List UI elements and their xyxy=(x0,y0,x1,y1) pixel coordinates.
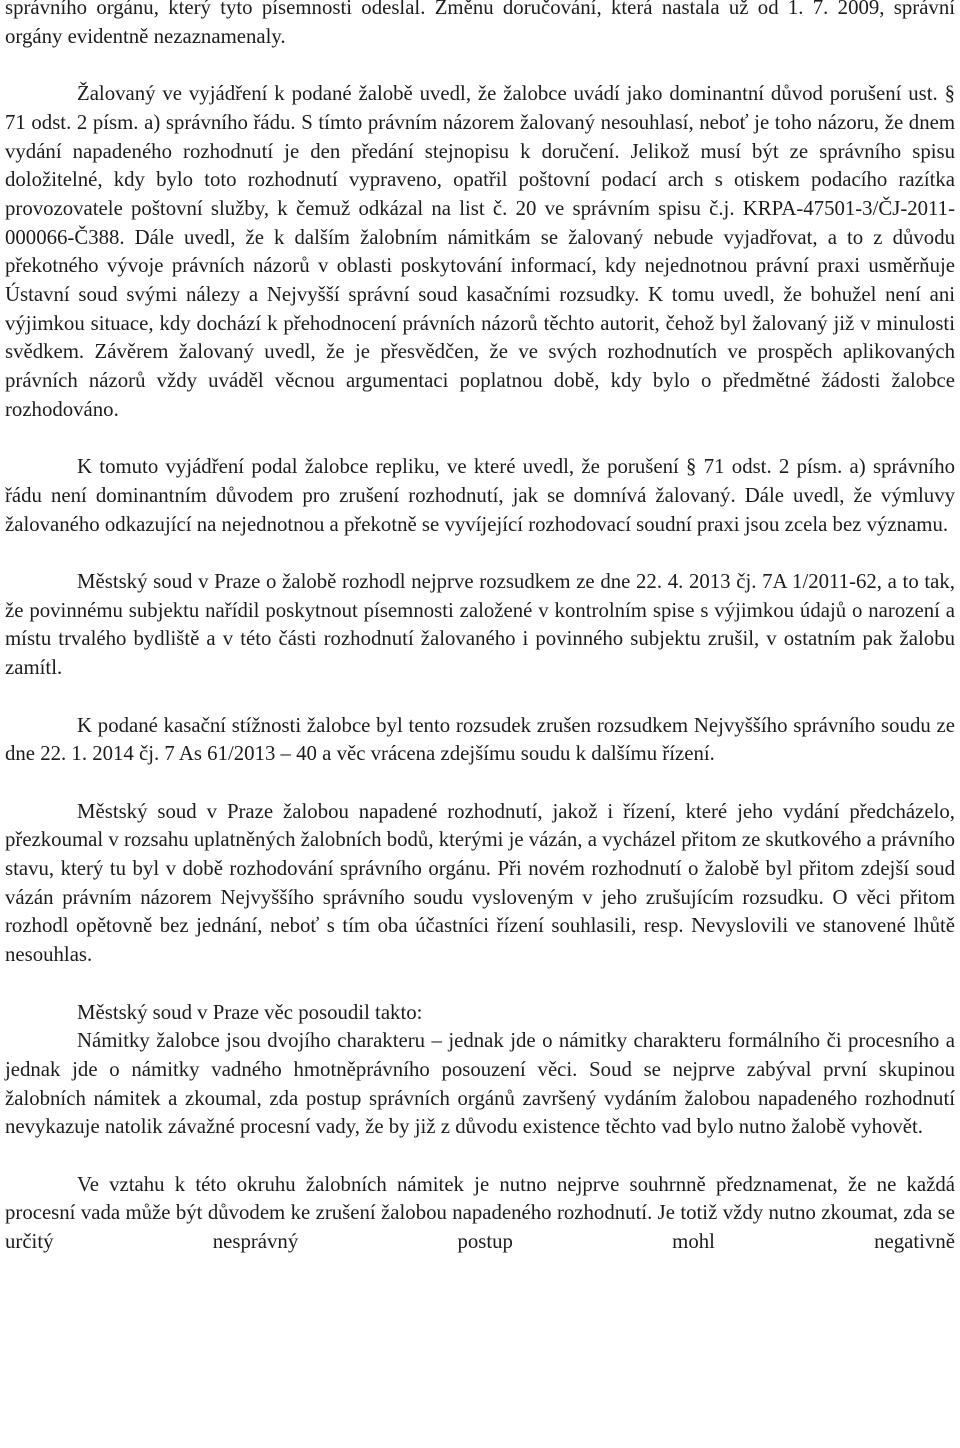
paragraph: Ve vztahu k této okruhu žalobních námitek je nutno nejprve souhrnně předznamenat, že ne každá procesní vada může být důvodem ke zrušení žalobou napadeného rozhodnutí. Je totiž vždy nutno zkoumat, zda se určitý nesprávný postup mohl negativně xyxy=(5,1172,955,1254)
document-body xyxy=(5,0,955,1257)
paragraph: K tomuto vyjádření podal žalobce repliku, ve které uvedl, že porušení § 71 odst. 2 písm. a) správního řádu není dominantním důvodem pro zrušení rozhodnutí, jak se domnívá žalovaný. Dále uvedl, že výmluvy žalovaného odkazující na nejednotnou a překotně se vyvíjející rozhodovací soudní praxi jsou zcela bez významu. xyxy=(5,455,955,536)
paragraph: K podané kasační stížnosti žalobce byl tento rozsudek zrušen rozsudkem Nejvyššího správního soudu ze dne 22. 1. 2014 čj. 7 As 61/2013 – 40 a věc vrácena zdejšímu soudu k dalšímu řízení. xyxy=(5,713,955,766)
paragraph: Městský soud v Praze věc posoudil takto: xyxy=(77,1000,423,1024)
paragraph: Žalovaný ve vyjádření k podané žalobě uvedl, že žalobce uvádí jako dominantní důvod porušení ust. § 71 odst. 2 písm. a) správního řádu. S tímto právním názorem žalovaný nesouhlasí, neboť je toho názoru, že dnem vydání napadeného rozhodnutí je den předání stejnopisu k doručení. Jelikož musí být ze správního spisu doložitelné, kdy bylo toto rozhodnutí vypraveno, opatřil poštovní podací arch s otiskem podacího razítka provozovatele poštovní služby, k čemuž odkázal na list č. 20 ve správním spisu č.j. KRPA-47501-3/ČJ-2011-000066-Č388. Dále uvedl, že k dalším žalobním námitkám se žalovaný nebude vyjadřovat, a to z důvodu překotného vývoje právních názorů v oblasti poskytování informací, kdy nejednotnou právní praxi usměrňuje Ústavní soud svými nálezy a Nejvyšší správní soud kasačními rozsudky. K tomu uvedl, že bohužel není ani výjimkou situace, kdy dochází k přehodnocení právních názorů těchto autorit, čehož byl žalovaný již v minulosti svědkem. Závěrem žalovaný uvedl, že je přesvědčen, že ve svých rozhodnutích ve prospěch aplikovaných právních názorů vždy uváděl věcnou argumentaci poplatnou době, kdy bylo o předmětné žádosti žalobce rozhodováno. xyxy=(5,82,955,421)
paragraph: správního orgánu, který tyto písemnosti odeslal. Změnu doručování, která nastala už od 1. 7. 2009, správní orgány evidentně nezaznamenaly. xyxy=(5,0,955,48)
paragraph: Městský soud v Praze o žalobě rozhodl nejprve rozsudkem ze dne 22. 4. 2013 čj. 7A 1/2011-62, a to tak, že povinnému subjektu nařídil poskytnout písemnosti založené v kontrolním spise s výjimkou údajů o narození a místu trvalého bydliště a v této části rozhodnutí žalovaného i povinného subjektu zrušil, v ostatním pak žalobu zamítl. xyxy=(5,570,955,680)
paragraph: Námitky žalobce jsou dvojího charakteru – jednak jde o námitky charakteru formálního či procesního a jednak jde o námitky vadného hmotněprávního posouzení věci. Soud se nejprve zabýval první skupinou žalobních námitek a zkoumal, zda postup správních orgánů završený vydáním žalobou napadeného rozhodnutí nevykazuje natolik závažné procesní vady, že by již z důvodu existence těchto vad bylo nutno žalobě vyhovět. xyxy=(5,1029,955,1139)
paragraph: Městský soud v Praze žalobou napadené rozhodnutí, jakož i řízení, které jeho vydání předcházelo, přezkoumal v rozsahu uplatněných žalobních bodů, kterými je vázán, a vycházel přitom ze skutkového a právního stavu, který tu byl v době rozhodování správního orgánu. Při novém rozhodnutí o žalobě byl přitom zdejší soud vázán právním názorem Nejvyššího správního soudu vysloveným v jeho zrušujícím rozsudku. O věci přitom rozhodl opětovně bez jednání, neboť s tím oba účastníci řízení souhlasili, resp. Nevyslovili ve stanovené lhůtě nesouhlas. xyxy=(5,799,955,967)
